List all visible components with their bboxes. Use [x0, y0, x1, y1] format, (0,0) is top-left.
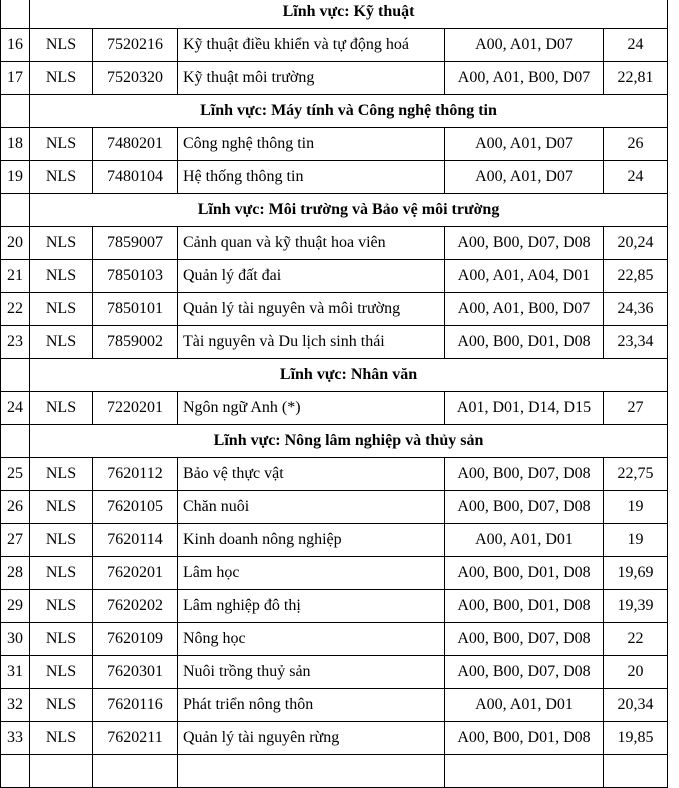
table-row	[1, 62, 668, 95]
benchmark-score: 22	[604, 623, 668, 656]
major-name: Ngôn ngữ Anh (*)	[178, 392, 445, 425]
row-number: 26	[1, 491, 30, 524]
section-header-row	[1, 425, 668, 458]
subject-combinations: A00, B00, D01, D08	[445, 326, 604, 359]
row-number: 19	[1, 161, 30, 194]
major-name: Kỹ thuật điều khiển và tự động hoá	[178, 29, 445, 62]
table-row-partial	[1, 755, 668, 788]
major-code: 7850101	[93, 293, 178, 326]
school-code: NLS	[30, 623, 93, 656]
major-name: Bảo vệ thực vật	[178, 458, 445, 491]
major-name: Phát triển nông thôn	[178, 689, 445, 722]
table-row	[1, 524, 668, 557]
subject-combinations: A00, A01, D07	[445, 128, 604, 161]
section-title: Lĩnh vực: Nông lâm nghiệp và thủy sản	[30, 425, 668, 458]
major-code: 7850103	[93, 260, 178, 293]
school-code: NLS	[30, 524, 93, 557]
subject-combinations: A00, A01, A04, D01	[445, 260, 604, 293]
school-code: NLS	[30, 689, 93, 722]
major-code: 7620114	[93, 524, 178, 557]
benchmark-score: 22,75	[604, 458, 668, 491]
school-code: NLS	[30, 161, 93, 194]
benchmark-score: 22,81	[604, 62, 668, 95]
empty-cell	[445, 755, 604, 788]
section-title: Lĩnh vực: Máy tính và Công nghệ thông tin	[30, 95, 668, 128]
table-row	[1, 227, 668, 260]
benchmark-score: 20,24	[604, 227, 668, 260]
table-row	[1, 689, 668, 722]
benchmark-score: 19	[604, 491, 668, 524]
row-number: 18	[1, 128, 30, 161]
table-row	[1, 623, 668, 656]
table-row	[1, 29, 668, 62]
school-code: NLS	[30, 557, 93, 590]
section-header-spacer	[1, 359, 30, 392]
section-title: Lĩnh vực: Nhân văn	[30, 359, 668, 392]
major-code: 7620109	[93, 623, 178, 656]
major-code: 7620105	[93, 491, 178, 524]
row-number: 17	[1, 62, 30, 95]
benchmark-score: 19,39	[604, 590, 668, 623]
row-number: 33	[1, 722, 30, 755]
major-code: 7620116	[93, 689, 178, 722]
table-row	[1, 491, 668, 524]
major-code: 7520216	[93, 29, 178, 62]
subject-combinations: A00, B00, D01, D08	[445, 590, 604, 623]
major-code: 7620112	[93, 458, 178, 491]
subject-combinations: A00, A01, D07	[445, 29, 604, 62]
major-name: Hệ thống thông tin	[178, 161, 445, 194]
subject-combinations: A00, B00, D07, D08	[445, 458, 604, 491]
table-row	[1, 590, 668, 623]
section-header-row	[1, 0, 668, 29]
section-header-spacer	[1, 425, 30, 458]
school-code: NLS	[30, 458, 93, 491]
benchmark-score: 20	[604, 656, 668, 689]
major-name: Kinh doanh nông nghiệp	[178, 524, 445, 557]
major-name: Lâm nghiệp đô thị	[178, 590, 445, 623]
subject-combinations: A00, B00, D01, D08	[445, 722, 604, 755]
school-code: NLS	[30, 656, 93, 689]
subject-combinations: A01, D01, D14, D15	[445, 392, 604, 425]
subject-combinations: A00, A01, D01	[445, 524, 604, 557]
major-name: Tài nguyên và Du lịch sinh thái	[178, 326, 445, 359]
school-code: NLS	[30, 62, 93, 95]
major-name: Chăn nuôi	[178, 491, 445, 524]
empty-cell	[604, 755, 668, 788]
row-number: 32	[1, 689, 30, 722]
benchmark-score: 20,34	[604, 689, 668, 722]
row-number: 29	[1, 590, 30, 623]
benchmark-score: 24	[604, 161, 668, 194]
empty-cell	[178, 755, 445, 788]
row-number: 21	[1, 260, 30, 293]
benchmark-score: 24,36	[604, 293, 668, 326]
major-code: 7520320	[93, 62, 178, 95]
major-name: Nông học	[178, 623, 445, 656]
major-name: Quản lý tài nguyên rừng	[178, 722, 445, 755]
subject-combinations: A00, B00, D07, D08	[445, 656, 604, 689]
benchmark-score: 19,69	[604, 557, 668, 590]
table-row	[1, 557, 668, 590]
subject-combinations: A00, A01, D07	[445, 161, 604, 194]
row-number: 30	[1, 623, 30, 656]
subject-combinations: A00, B00, D07, D08	[445, 623, 604, 656]
table-row	[1, 458, 668, 491]
row-number: 25	[1, 458, 30, 491]
section-header-row	[1, 359, 668, 392]
row-number: 27	[1, 524, 30, 557]
section-header-row	[1, 194, 668, 227]
table-row	[1, 161, 668, 194]
empty-cell	[1, 755, 30, 788]
section-title: Lĩnh vực: Kỹ thuật	[30, 0, 668, 29]
section-header-spacer	[1, 0, 30, 29]
table-row	[1, 293, 668, 326]
subject-combinations: A00, B00, D07, D08	[445, 227, 604, 260]
major-name: Quản lý tài nguyên và môi trường	[178, 293, 445, 326]
major-code: 7859007	[93, 227, 178, 260]
school-code: NLS	[30, 722, 93, 755]
school-code: NLS	[30, 293, 93, 326]
benchmark-score: 24	[604, 29, 668, 62]
benchmark-score: 19	[604, 524, 668, 557]
school-code: NLS	[30, 227, 93, 260]
subject-combinations: A00, A01, D01	[445, 689, 604, 722]
row-number: 20	[1, 227, 30, 260]
row-number: 28	[1, 557, 30, 590]
benchmark-score: 22,85	[604, 260, 668, 293]
row-number: 24	[1, 392, 30, 425]
table-row	[1, 656, 668, 689]
major-code: 7480201	[93, 128, 178, 161]
empty-cell	[93, 755, 178, 788]
major-name: Lâm học	[178, 557, 445, 590]
major-code: 7220201	[93, 392, 178, 425]
major-code: 7620211	[93, 722, 178, 755]
school-code: NLS	[30, 392, 93, 425]
major-code: 7480104	[93, 161, 178, 194]
benchmark-score: 27	[604, 392, 668, 425]
section-header-row	[1, 95, 668, 128]
table-row	[1, 392, 668, 425]
table-row	[1, 260, 668, 293]
benchmark-score: 26	[604, 128, 668, 161]
major-code: 7620201	[93, 557, 178, 590]
empty-cell	[30, 755, 93, 788]
row-number: 23	[1, 326, 30, 359]
school-code: NLS	[30, 128, 93, 161]
major-code: 7620202	[93, 590, 178, 623]
table-row	[1, 128, 668, 161]
section-header-spacer	[1, 95, 30, 128]
major-code: 7859002	[93, 326, 178, 359]
benchmark-score: 23,34	[604, 326, 668, 359]
major-name: Quản lý đất đai	[178, 260, 445, 293]
school-code: NLS	[30, 260, 93, 293]
table-body	[1, 0, 668, 788]
table-row	[1, 722, 668, 755]
section-title: Lĩnh vực: Môi trường và Bảo vệ môi trường	[30, 194, 668, 227]
school-code: NLS	[30, 491, 93, 524]
subject-combinations: A00, A01, B00, D07	[445, 293, 604, 326]
major-name: Cảnh quan và kỹ thuật hoa viên	[178, 227, 445, 260]
major-name: Nuôi trồng thuỷ sản	[178, 656, 445, 689]
subject-combinations: A00, B00, D01, D08	[445, 557, 604, 590]
row-number: 22	[1, 293, 30, 326]
school-code: NLS	[30, 590, 93, 623]
major-code: 7620301	[93, 656, 178, 689]
row-number: 16	[1, 29, 30, 62]
subject-combinations: A00, A01, B00, D07	[445, 62, 604, 95]
major-name: Kỹ thuật môi trường	[178, 62, 445, 95]
table-row	[1, 326, 668, 359]
major-name: Công nghệ thông tin	[178, 128, 445, 161]
section-header-spacer	[1, 194, 30, 227]
row-number: 31	[1, 656, 30, 689]
school-code: NLS	[30, 29, 93, 62]
school-code: NLS	[30, 326, 93, 359]
subject-combinations: A00, B00, D07, D08	[445, 491, 604, 524]
benchmark-score: 19,85	[604, 722, 668, 755]
